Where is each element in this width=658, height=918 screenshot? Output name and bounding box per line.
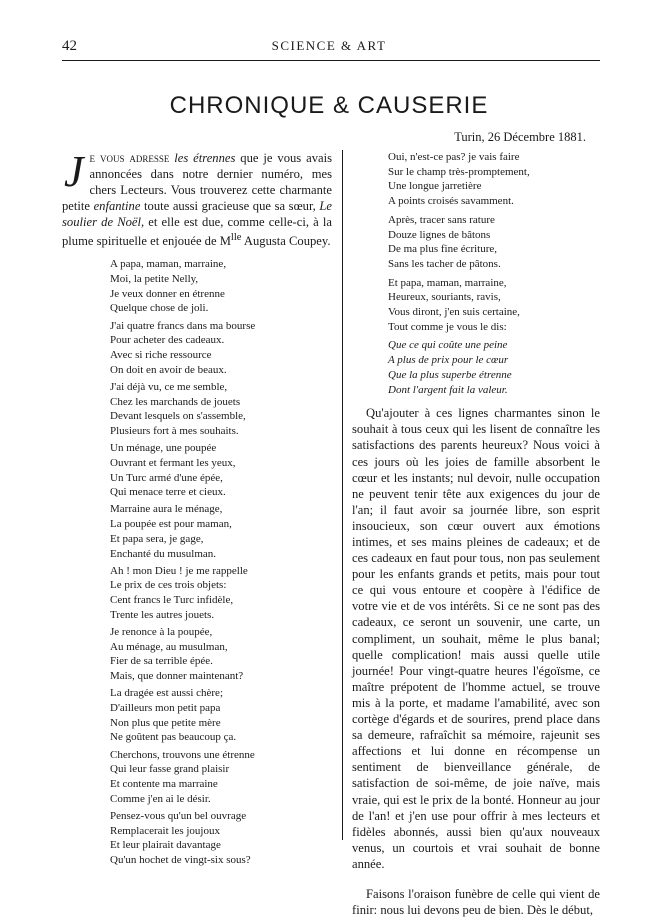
- poem-line: Remplacerait les joujoux: [110, 824, 220, 837]
- poem-line: Avec si riche ressource: [110, 348, 212, 361]
- poem-line: Cherchons, trouvons une étrenne: [110, 748, 255, 761]
- poem-line: Pensez-vous qu'un bel ouvrage: [110, 810, 247, 822]
- right-column: [352, 150, 600, 918]
- poem-line: Sur le champ très-promptement,: [388, 165, 530, 178]
- poem-line: La poupée est pour maman,: [110, 518, 232, 531]
- poem-line: Quelque chose de joli.: [110, 302, 209, 315]
- poem-line: Enchanté du musulman.: [110, 547, 217, 560]
- poem-line: Et papa, maman, marraine,: [388, 276, 507, 289]
- poem-line: Que ce qui coûte une peine: [388, 339, 508, 352]
- poem-line: A papa, maman, marraine,: [110, 258, 227, 271]
- poem-line: Plusieurs fort à mes souhaits.: [110, 424, 239, 437]
- poem-line: J'ai déjà vu, ce me semble,: [110, 380, 228, 393]
- poem-line: Et contente ma marraine: [110, 778, 218, 791]
- article-title: CHRONIQUE & CAUSERIE: [169, 92, 489, 119]
- poem-line: Et papa sera, je gage,: [110, 532, 204, 545]
- poem-line: Qui leur fasse grand plaisir: [110, 763, 230, 776]
- poem-line: Ah ! mon Dieu ! je me rappelle: [110, 564, 248, 577]
- page-number: 42: [62, 38, 77, 54]
- poem-left: [62, 257, 332, 868]
- running-title: SCIENCE & ART: [271, 38, 387, 53]
- intro-italic: les étrennes: [174, 151, 236, 165]
- drop-cap: J: [64, 147, 84, 196]
- poem-line: Tout comme je vous le dis:: [388, 320, 507, 333]
- intro-superscript: lle: [230, 232, 242, 243]
- poem-line: Je renonce à la poupée,: [110, 626, 213, 639]
- poem-line: J'ai quatre francs dans ma bourse: [110, 319, 256, 332]
- poem-line: Un Turc armé d'une épée,: [110, 471, 223, 484]
- poem-line: Mais, que donner maintenant?: [110, 670, 244, 683]
- intro-text: e vous adresse: [89, 151, 175, 165]
- poem-stanza: [110, 686, 332, 745]
- dateline: Turin, 26 Décembre 1881.: [454, 130, 586, 144]
- poem-line: Qu'un hochet de vingt-six sous?: [110, 854, 251, 867]
- poem-line: On doit en avoir de beaux.: [110, 363, 227, 376]
- poem-line: A points croisés savamment.: [388, 195, 514, 208]
- poem-line: Ouvrant et fermant les yeux,: [110, 456, 236, 469]
- poem-stanza: [388, 276, 600, 335]
- poem-line: Chez les marchands de jouets: [110, 395, 241, 408]
- column-divider: [342, 150, 343, 840]
- poem-line: Cent francs le Turc infidèle,: [110, 594, 234, 607]
- poem-stanza: [110, 380, 332, 439]
- poem-line: Une longue jarretière: [388, 180, 482, 193]
- poem-line: Marraine aura le ménage,: [110, 503, 223, 516]
- poem-right: [352, 150, 600, 334]
- poem-line: A plus de prix pour le cœur: [388, 354, 509, 367]
- poem-line: Comme j'en ai le désir.: [110, 792, 211, 805]
- poem-line: Heureux, souriants, ravis,: [388, 291, 501, 304]
- prose-paragraph: Faisons l'oraison funèbre de celle qui vient de finir: nous lui devons peu de bien. Dès le début,: [352, 886, 600, 918]
- poem-line: Pour acheter des cadeaux.: [110, 334, 225, 347]
- poem-line: Devant lesquels on s'assemble,: [110, 410, 246, 423]
- poem-stanza: [110, 809, 332, 868]
- header-rule: [62, 60, 600, 61]
- intro-italic: Le soulier de Noël,: [62, 199, 332, 229]
- poem-line: Que la plus superbe étrenne: [388, 368, 512, 381]
- left-column: [62, 147, 332, 870]
- poem-line: Moi, la petite Nelly,: [110, 272, 199, 285]
- prose-paragraph: Qu'ajouter à ces lignes charmantes sinon le souhait à tous ceux qui les lisent de connaître les satisfactions des parents heureux? Nous voici à ces jours où les joies de famille absorbent le cœur et les instants; nul devoir, nulle occupation ne peuvent tenir tête aux exigences du jour de l'an; il faut avoir sa journée libre, son esprit insoucieux, son cœur ouvert aux émotions intimes, et ses mains pleines de cadeaux; et de ces cadeaux en faut pour tous, non pas seulement pour les enfants grands et petits, mais pour tout ce qui vous entoure et coopère à l'édifice de votre vie et de vos intérêts. Si ce ne sont pas des cadeaux, ce seront un souvenir, une carte, un compliment, un souhait, même le plus banal; quelle complication! mais aussi quelle utile journée! Pour vingt-quatre heures l'égoïsme, ce maître prépotent de l'homme actuel, se trouve mis à la porte, et madame l'amabilité, avec son cortège d'égards et de sourires, prend place dans sa demeure, rafraîchit sa mémoire, rajeunit ses affections et lui donne en récompense un sentiment de bienveillance générale, de satisfaction de soi-même, de joie naïve, mais vraie, qui est le prix de la bonté. Honneur au jour de l'an! et j'en use pour offrir à mes lecteurs et fidèles abonnés, aussi bien qu'aux nouveaux venus, un courtois et vrai souhait de bonne année.: [352, 406, 600, 871]
- intro-paragraph: [62, 147, 332, 249]
- poem-line: Après, tracer sans rature: [388, 213, 495, 226]
- poem-line: Le prix de ces trois objets:: [110, 579, 227, 592]
- poem-stanza: [110, 502, 332, 561]
- poem-stanza: [388, 150, 600, 209]
- poem-line: Non plus que petite mère: [110, 716, 221, 729]
- poem-line: Fier de sa terrible épée.: [110, 655, 213, 668]
- poem-line: Au ménage, au musulman,: [110, 640, 228, 653]
- poem-line: Ne goûtent pas beaucoup ça.: [110, 731, 237, 744]
- poem-line: Oui, n'est-ce pas? je vais faire: [388, 151, 520, 163]
- poem-stanza: [388, 213, 600, 272]
- poem-line: Un ménage, une poupée: [110, 442, 217, 455]
- intro-text: toute aussi gracieuse que sa sœur,: [140, 199, 320, 213]
- poem-stanza: [110, 564, 332, 623]
- poem-stanza: [110, 441, 332, 500]
- poem-line: La dragée est aussi chère;: [110, 687, 223, 700]
- poem-line: Je veux donner en étrenne: [110, 287, 225, 300]
- poem-stanza: [110, 319, 332, 378]
- poem-line: D'ailleurs mon petit papa: [110, 702, 221, 715]
- intro-text: Augusta Coupey.: [241, 234, 331, 249]
- poem-line: Vous diront, j'en suis certaine,: [388, 306, 520, 319]
- poem-line: Douze lignes de bâtons: [388, 228, 491, 241]
- poem-line: Dont l'argent fait la valeur.: [388, 383, 508, 396]
- poem-line: De ma plus fine écriture,: [388, 243, 498, 256]
- intro-text: et elle est due, comme celle-ci, à la plume spirituelle et enjouée de M: [62, 215, 332, 249]
- poem-line: Qui menace terre et cieux.: [110, 486, 226, 499]
- poem-line: Et leur plairait davantage: [110, 839, 221, 852]
- poem-stanza: [110, 748, 332, 807]
- poem-line: Sans les tacher de pâtons.: [388, 257, 501, 270]
- poem-line: Trente les autres jouets.: [110, 608, 215, 621]
- intro-text: que je vous avais annoncées dans notre dernier numéro, mes chers Lecteurs. Vous trouverez cette charmante petite: [62, 151, 332, 213]
- intro-italic: enfantine: [93, 199, 141, 213]
- poem-stanza: [110, 625, 332, 684]
- poem-stanza: [388, 338, 600, 397]
- poem-stanza: [110, 257, 332, 316]
- poem-right-closing: [352, 338, 600, 397]
